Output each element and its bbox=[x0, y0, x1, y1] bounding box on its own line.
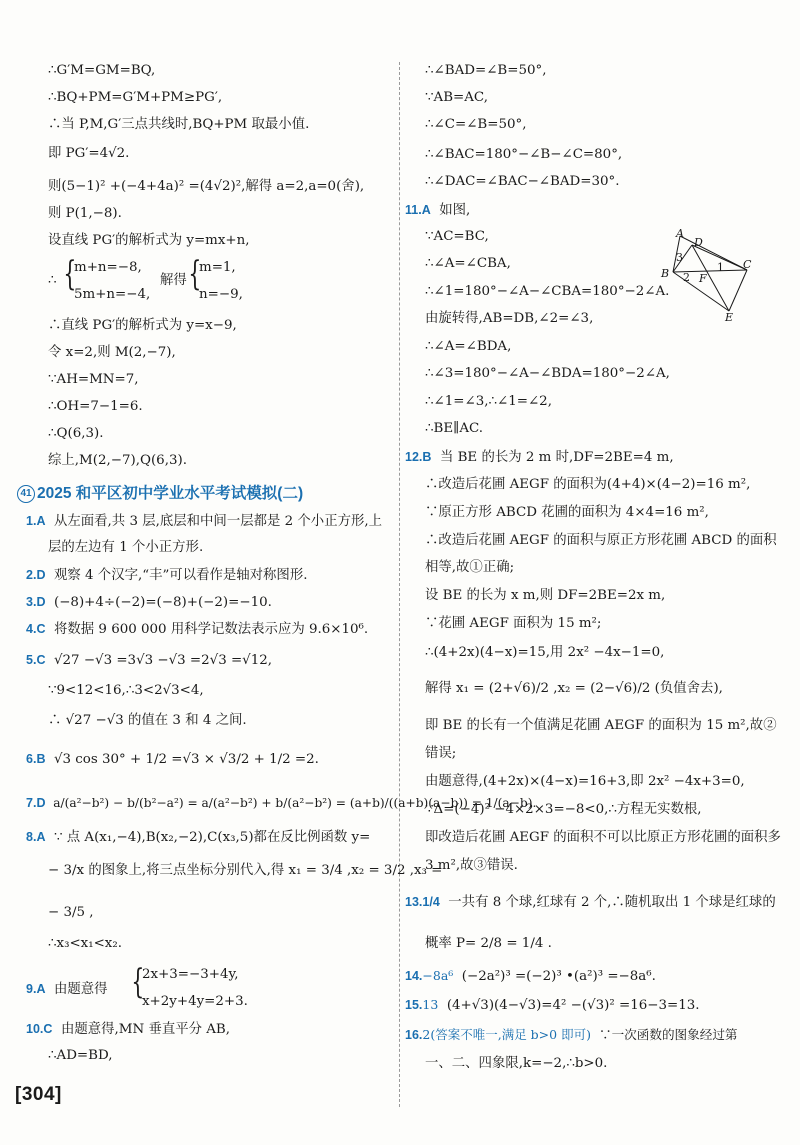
right-line: 相等,故①正确; bbox=[425, 560, 515, 575]
item-5: 5.C √27 −√3 =3√3 −√3 =2√3 =√12, bbox=[26, 653, 273, 668]
left-line: ∵AH=MN=7, bbox=[48, 372, 139, 387]
item-10: 10.C 由题意得,MN 垂直平分 AB, bbox=[26, 1022, 231, 1037]
left-line: 即 PG′=4√2. bbox=[48, 146, 130, 161]
segment-ce bbox=[729, 270, 747, 311]
left-line: ∴x₃<x₁<x₂. bbox=[48, 936, 122, 951]
right-line: ∴BE∥AC. bbox=[425, 421, 484, 436]
left-line: ∴G′M=GM=BQ, bbox=[48, 63, 156, 78]
right-line: 即 BE 的长有一个值满足花圃 AEGF 的面积为 15 m²,故② bbox=[425, 718, 777, 733]
page-number: [304] bbox=[15, 1084, 62, 1105]
section-title bbox=[17, 481, 303, 503]
item-12: 12.B 当 BE 的长为 2 m 时,DF=2BE=4 m, bbox=[405, 450, 674, 465]
right-line: 概率 P= 2/8 = 1/4 . bbox=[425, 936, 552, 951]
item-13: 13.1/4 一共有 8 个球,红球有 2 个,∴随机取出 1 个球是红球的 bbox=[405, 895, 776, 910]
brace-icon: { bbox=[131, 962, 145, 1002]
right-line: ∴∠1=∠3,∴∠1=∠2, bbox=[425, 394, 552, 409]
item-16: 16.2(答案不唯一,满足 b>0 即可) ∵一次函数的图象经过第 bbox=[405, 1027, 738, 1042]
right-line: ∴∠A=∠BDA, bbox=[425, 339, 512, 354]
label-2: 2 bbox=[683, 271, 690, 284]
left-line: n=−9, bbox=[199, 287, 243, 302]
left-line: ∴AD=BD, bbox=[48, 1048, 113, 1063]
left-line: 层的左边有 1 个小正方形. bbox=[48, 540, 204, 555]
right-line: 由旋转得,AB=DB,∠2=∠3, bbox=[425, 311, 594, 326]
label-f: F bbox=[699, 272, 707, 285]
right-line: ∵AB=AC, bbox=[425, 90, 488, 105]
left-line: m+n=−8, bbox=[74, 260, 142, 275]
left-line: x+2y+4y=2+3. bbox=[142, 994, 248, 1009]
right-line: 由题意得,(4+2x)×(4−x)=16+3,即 2x² −4x+3=0, bbox=[425, 774, 745, 789]
item-3: 3.D (−8)+4÷(−2)=(−8)+(−2)=−10. bbox=[26, 595, 272, 610]
right-line: ∴∠3=180°−∠A−∠BDA=180°−2∠A, bbox=[425, 366, 670, 381]
left-line: m=1, bbox=[199, 260, 236, 275]
right-line: ∴∠BAC=180°−∠B−∠C=80°, bbox=[425, 147, 623, 162]
right-line: 设 BE 的长为 x m,则 DF=2BE=2x m, bbox=[425, 588, 666, 603]
item-8: 8.A ∵ 点 A(x₁,−4),B(x₂,−2),C(x₃,5)都在反比例函数 y= bbox=[26, 830, 371, 845]
label-1: 1 bbox=[717, 261, 724, 274]
item-6: 6.B √3 cos 30° + 1/2 =√3 × √3/2 + 1/2 =2. bbox=[26, 752, 319, 767]
brace-icon: { bbox=[188, 254, 202, 294]
left-line: 综上,M(2,−7),Q(6,3). bbox=[48, 453, 187, 468]
geometry-figure bbox=[655, 228, 765, 323]
left-line: ∴直线 PG′的解析式为 y=x−9, bbox=[48, 318, 237, 333]
right-line: 解得 x₁ = (2+√6)/2 ,x₂ = (2−√6)/2 (负值舍去), bbox=[425, 681, 723, 696]
left-line: ∴Q(6,3). bbox=[48, 426, 104, 441]
right-line: 即改造后花圃 AEGF 的面积不可以比原正方形花圃的面积多 bbox=[425, 830, 781, 845]
left-line: 5m+n=−4, bbox=[74, 287, 151, 302]
right-line: 错误; bbox=[425, 746, 457, 761]
right-line: 3 m²,故③错误. bbox=[425, 858, 518, 873]
right-line: ∴改造后花圃 AEGF 的面积为(4+4)×(4−2)=16 m², bbox=[425, 477, 751, 492]
left-line: ∴ bbox=[48, 273, 57, 288]
label-b: B bbox=[661, 267, 670, 280]
right-line: ∴∠A=∠CBA, bbox=[425, 256, 511, 271]
item-7: 7.D a/(a²−b²) − b/(b²−a²) = a/(a²−b²) + b/(a²−b²) = (a+b)/((a+b)(a−b)) = 1/(a−b). bbox=[26, 796, 537, 810]
left-line: ∴BQ+PM=G′M+PM≥PG′, bbox=[48, 90, 223, 105]
left-line: ∴当 P,M,G′三点共线时,BQ+PM 取最小值. bbox=[48, 117, 310, 132]
left-line: ∴ √27 −√3 的值在 3 和 4 之间. bbox=[48, 713, 247, 728]
left-line: 则 P(1,−8). bbox=[48, 206, 122, 221]
column-divider bbox=[399, 62, 400, 1107]
label-e: E bbox=[725, 311, 734, 323]
brace-icon: { bbox=[63, 254, 77, 294]
right-line: ∵Δ=(−4)² −4×2×3=−8<0,∴方程无实数根, bbox=[425, 802, 702, 817]
left-line: ∴OH=7−1=6. bbox=[48, 399, 143, 414]
right-line: ∵花圃 AEGF 面积为 15 m²; bbox=[425, 616, 602, 631]
item-15: 15.13 (4+√3)(4−√3)=4² −(√3)² =16−3=13. bbox=[405, 997, 700, 1013]
right-line: ∴∠DAC=∠BAC−∠BAD=30°. bbox=[425, 174, 620, 189]
right-line: ∴(4+2x)(4−x)=15,用 2x² −4x−1=0, bbox=[425, 645, 665, 660]
right-line: ∴∠C=∠B=50°, bbox=[425, 117, 527, 132]
left-line: 则(5−1)² +(−4+4a)² =(4√2)²,解得 a=2,a=0(舍), bbox=[48, 179, 365, 194]
item-9: 9.A 由题意得 bbox=[26, 982, 108, 997]
right-line: ∴∠1=180°−∠A−∠CBA=180°−2∠A. bbox=[425, 284, 670, 299]
right-line: ∵原正方形 ABCD 花圃的面积为 4×4=16 m², bbox=[425, 505, 709, 520]
item-11: 11.A 如图, bbox=[405, 203, 471, 218]
right-line: ∴改造后花圃 AEGF 的面积与原正方形花圃 ABCD 的面积 bbox=[425, 533, 777, 548]
label-d: D bbox=[694, 236, 703, 249]
label-c: C bbox=[743, 258, 752, 271]
section-number: 41 bbox=[17, 485, 35, 503]
left-line: 设直线 PG′的解析式为 y=mx+n, bbox=[48, 233, 250, 248]
item-1: 1.A 从左面看,共 3 层,底层和中间一层都是 2 个小正方形,上 bbox=[26, 514, 383, 529]
left-line: − 3/5 , bbox=[48, 905, 94, 920]
right-line: ∴∠BAD=∠B=50°, bbox=[425, 63, 547, 78]
left-line: 令 x=2,则 M(2,−7), bbox=[48, 345, 176, 360]
left-line: ∵9<12<16,∴3<2√3<4, bbox=[48, 683, 204, 698]
section-title-text: 2025 和平区初中学业水平考试模拟(二) bbox=[37, 485, 304, 502]
left-line: 2x+3=−3+4y, bbox=[142, 967, 239, 982]
item-2: 2.D 观察 4 个汉字,“丰”可以看作是轴对称图形. bbox=[26, 568, 308, 583]
label-3: 3 bbox=[676, 251, 683, 264]
item-14: 14.−8a⁶ (−2a²)³ =(−2)³ •(a²)³ =−8a⁶. bbox=[405, 968, 656, 984]
segment-de bbox=[692, 245, 729, 311]
right-line: ∵AC=BC, bbox=[425, 229, 489, 244]
left-line: 解得 bbox=[160, 273, 187, 288]
label-a: A bbox=[676, 228, 684, 240]
right-line: 一、二、四象限,k=−2,∴b>0. bbox=[425, 1056, 608, 1071]
item-4: 4.C 将数据 9 600 000 用科学记数法表示应为 9.6×10⁶. bbox=[26, 622, 369, 637]
left-line: − 3/x 的图象上,将三点坐标分别代入,得 x₁ = 3/4 ,x₂ = 3/2 ,x₃ = bbox=[48, 863, 443, 878]
